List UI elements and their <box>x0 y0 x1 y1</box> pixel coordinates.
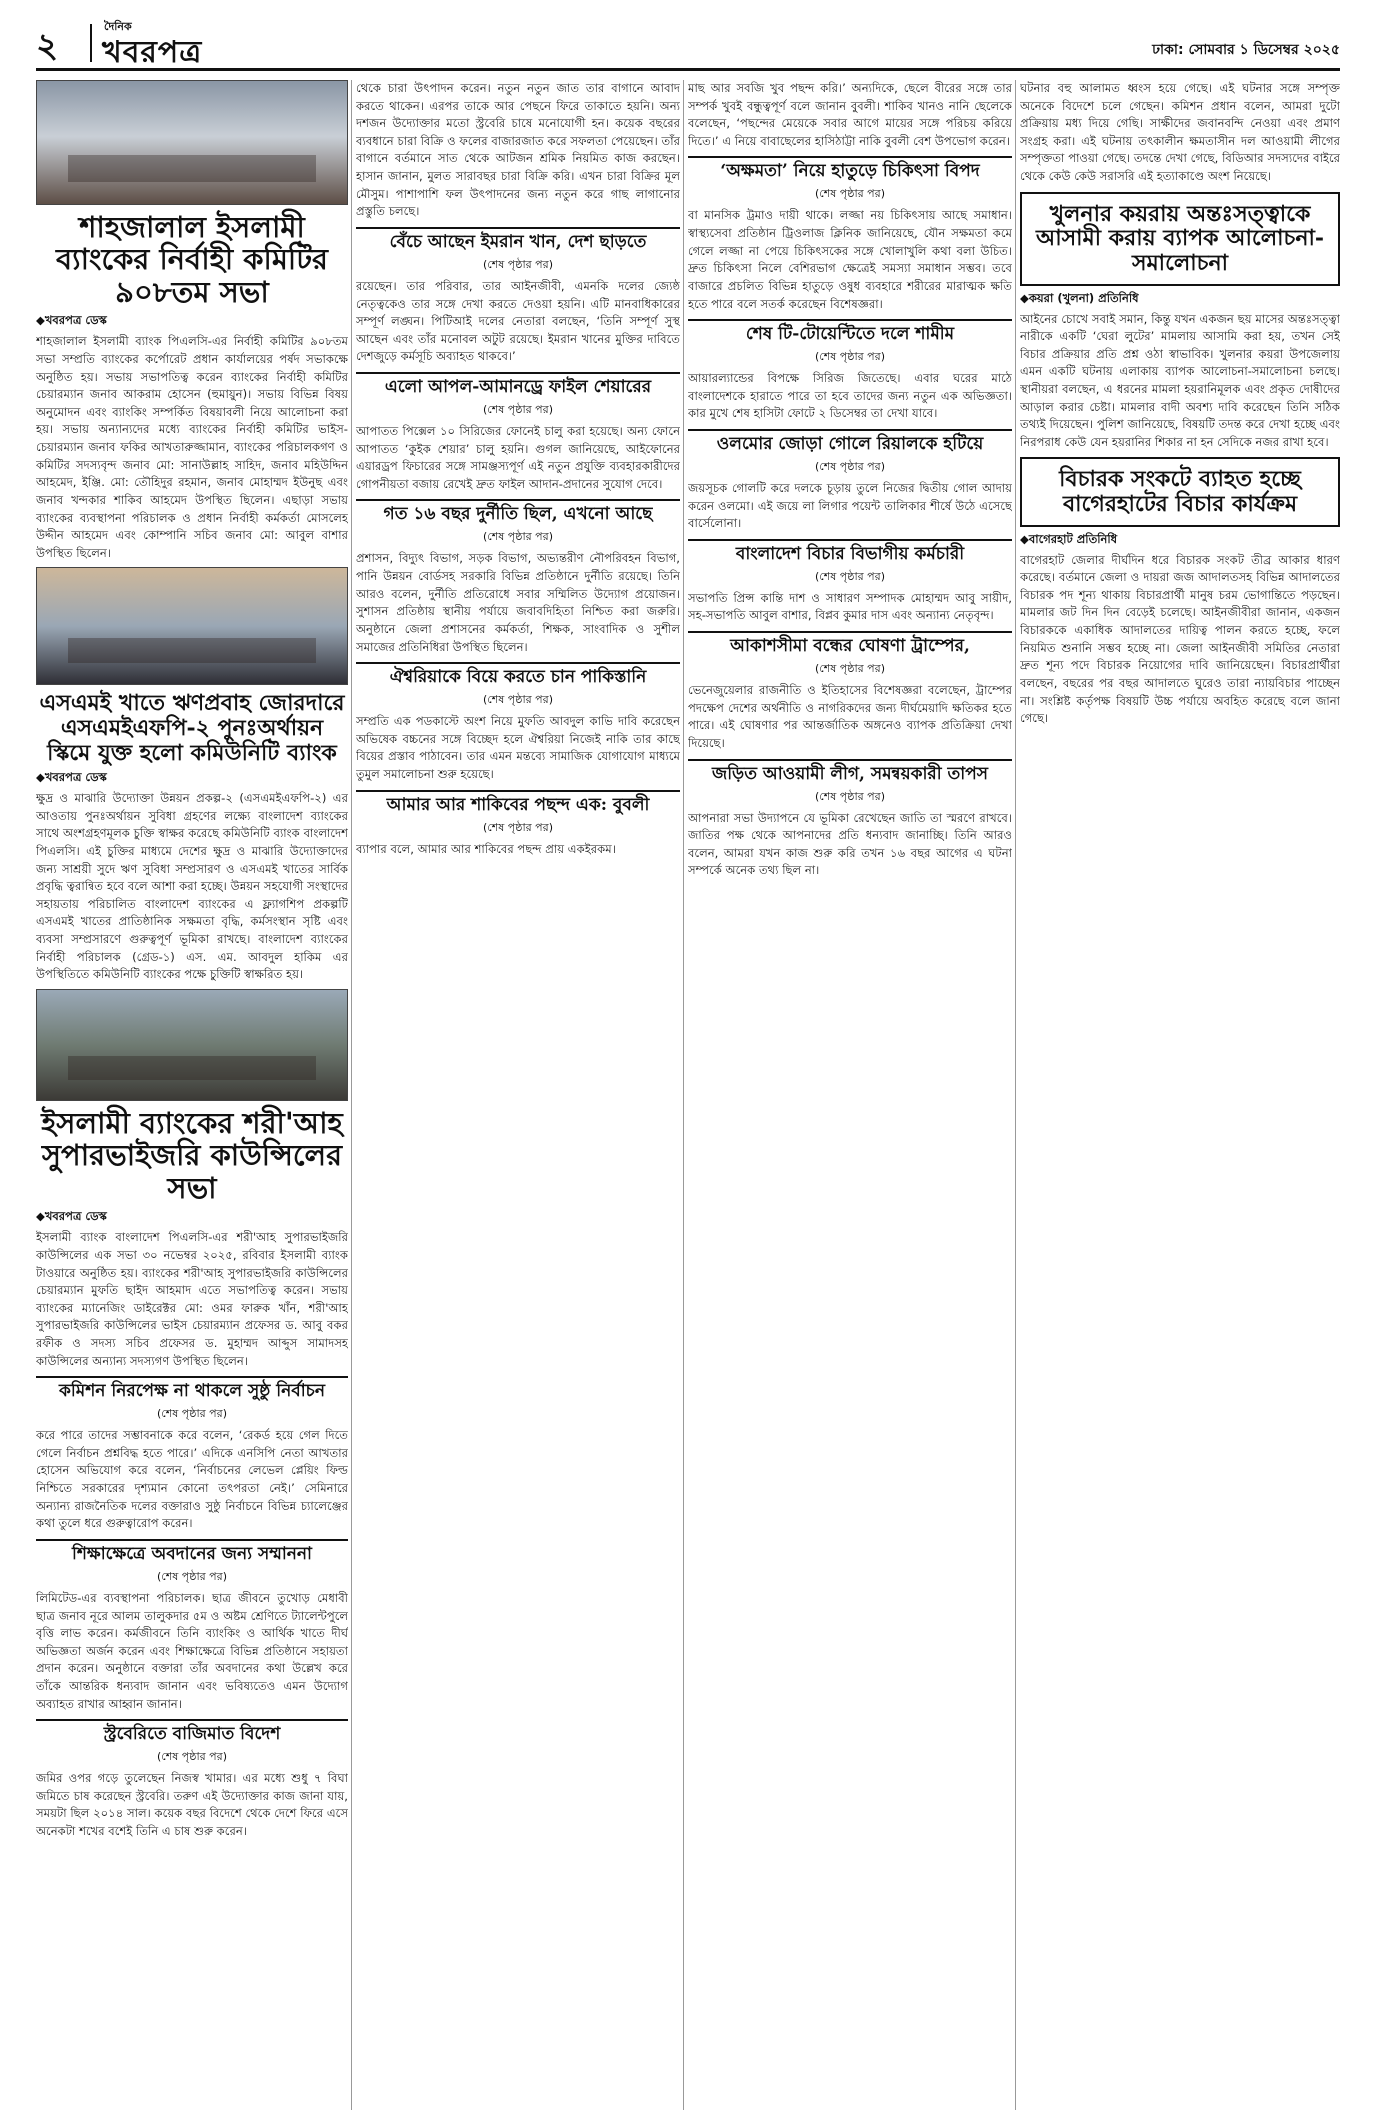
column-1 <box>36 80 348 2110</box>
continuation-note: (শেষ পৃষ্ঠার পর) <box>482 693 553 707</box>
article-body: ভেনেজুয়েলার রাজনীতি ও ইতিহাসের বিশেষজ্ঞরা বলেছেন, ট্রাম্পের পদক্ষেপ দেশের অর্থনীতি ও নাগরিকদের জন্য দীর্ঘমেয়াদি ক্ষতিকর হতে পারে। এই ঘোষণার পর আন্তর্জাতিক অঙ্গনেও ব্যাপক প্রতিক্রিয়া দেখা দিয়েছে। <box>688 683 1012 750</box>
continuation-note: (শেষ পৃষ্ঠার পর) <box>482 530 553 544</box>
article-body: আয়ারল্যান্ডের বিপক্ষে সিরিজ জিতেছে। এবার ঘরের মাঠে বাংলাদেশকে হারাতে পারে তা হবে তাদের জন্য নতুন এক অভিজ্ঞতা। কার মুখে শেষ হাসিটা ফোটে ২ ডিসেম্বর তা দেখা যাবে। <box>688 371 1012 421</box>
continuation-note: (শেষ পৃষ্ঠার পর) <box>814 569 885 583</box>
continuation-note: (শেষ পৃষ্ঠার পর) <box>482 257 553 271</box>
headline-aishwarya: ঐশ্বরিয়াকে বিয়ে করতে চান পাকিস্তানি <box>356 662 680 687</box>
article-body: আইনের চোখে সবাই সমান, কিন্তু যখন একজন ছয় মাসের অন্তঃসত্ত্বা নারীকে একটি ‘ঘেরা লুটের’ মামলায় আসামি করা হয়, তখন সেই বিচার প্রক্রিয়ার প্রতি প্রশ্ন ওঠা স্বাভাবিক। খুলনার কয়রা উপজেলায় এমন একটি ঘটনায় এলাকায় ব্যাপক আলোচনা-সমালোচনা চলছে। স্থানীয়রা বলছেন, এ ধরনের মামলা হয়রানিমূলক এবং প্রকৃত দোষীদের আড়াল করার চেষ্টা। মামলার বাদী অবশ্য দাবি করেছেন তিনি সঠিক তথ্যই দিয়েছেন। পুলিশ জানিয়েছে, বিষয়টি তদন্ত করে দেখা হচ্ছে এবং নিরপরাধ কেউ যেন হয়রানির শিকার না হন সেদিকে নজর রাখা হবে। <box>1020 311 1340 449</box>
byline: ◆ খবরপত্র ডেস্ক <box>36 1208 348 1227</box>
continuation-note: (শেষ পৃষ্ঠার পর) <box>814 187 885 201</box>
article-body: রয়েছেন। তার পরিবার, তার আইনজীবী, এমনকি দলের জ্যেষ্ঠ নেতৃত্বকেও তার সঙ্গে দেখা করতে দেওয়া হয়নি। এটি মানবাধিকারের সম্পূর্ণ লঙ্ঘন। পিটিআই দলের নেতারা বলছেন, ‘তিনি সম্পূর্ণ সুস্থ আছেন এবং তাঁর মনোবল অটুট রয়েছে। ইমরান খানের মুক্তির দাবিতে দেশজুড়ে কর্মসূচি অব্যাহত থাকবে।’ <box>356 278 680 364</box>
byline: ◆ বাগেরহাট প্রতিনিধি <box>1020 531 1340 550</box>
article-body: মাছ আর সবজি খুব পছন্দ করি।’ অন্যদিকে, ছেলে বীরের সঙ্গে তার সম্পর্ক খুবই বন্ধুত্বপূর্ণ বলে জানান বুবলী। শাকিব খানও নানি ছেলেকে বলেছেন, ‘পছন্দের মেয়েকে সবার আগে মায়ের সঙ্গে পরিচয় করিয়ে দিতে।’ এ নিয়ে বাবাছেলের হাসিঠাট্টা নাকি বুবলী বেশ উপভোগ করেন। <box>688 81 1012 148</box>
masthead-divider <box>90 24 92 62</box>
photo-shahjalal-meeting <box>36 80 348 205</box>
column-4 <box>1020 80 1340 2110</box>
article-body: জমির ওপর গড়ে তুলেছেন নিজস্ব খামার। এর মধ্যে শুধু ৭ বিঘা জমিতে চাষ করেছেন স্ট্রবেরি। তরুণ এই উদ্যোক্তার কাজ জানা যায়, সময়টা ছিল ২০১৪ সাল। কয়েক বছর বিদেশে থেকে দেশে ফিরে এসে অনেকটা শখের বশেই তিনি এ চাষ শুরু করেন। <box>36 1771 348 1839</box>
headline-shahjalal: শাহজালাল ইসলামী ব্যাংকের নির্বাহী কমিটির ৯০৮তম সভা <box>56 210 328 309</box>
headline-islami-bank: ইসলামী ব্যাংকের শরী'আহ সুপারভাইজরি কাউন্সিলের সভা <box>41 1105 343 1205</box>
article-body: সভাপতি প্রিন্স কান্তি দাশ ও সাধারণ সম্পাদক মোহাম্মদ আবু সায়ীদ, সহ-সভাপতি আবুল বাশার, বিপ্লব কুমার দাস এবং অন্যান্য নেতৃবৃন্দ। <box>688 590 1012 623</box>
article-body: আপনারা সভা উদ্যাপনে যে ভূমিকা রেখেছেন জাতি তা স্মরণে রাখবে। জাতির পক্ষ থেকে আপনাদের প্রতি ধন্যবাদ জানাচ্ছি। তিনি আরও বলেন, আমরা যখন কাজ শুরু করি তখন ১৬ বছর আগের এ ঘটনা সম্পর্কে অনেক তথ্য ছিল না। <box>688 810 1012 878</box>
headline-quack-treatment: ‘অক্ষমতা’ নিয়ে হাতুড়ে চিকিৎসা বিপদ <box>688 156 1012 181</box>
byline: ◆ কয়রা (খুলনা) প্রতিনিধি <box>1020 290 1340 309</box>
headline-koyra-pregnant-accused: খুলনার কয়রায় অন্তঃসত্ত্বাকে আসামী করায় ব্যাপক আলোচনা-সমালোচনা <box>1020 192 1340 286</box>
headline-bubly: আমার আর শাকিবের পছন্দ এক: বুবলী <box>356 790 680 815</box>
headline-education-award: শিক্ষাক্ষেত্রে অবদানের জন্য সম্মাননা <box>36 1539 348 1564</box>
continuation-note: (শেষ পৃষ্ঠার পর) <box>814 789 885 803</box>
photo-islami-bank-council <box>36 989 348 1101</box>
continuation-note: (শেষ পৃষ্ঠার পর) <box>814 662 885 676</box>
masthead-daily-label: দৈনিক <box>104 20 132 33</box>
newspaper-name: খবরপত্র <box>102 35 203 70</box>
article-body: ইসলামী ব্যাংক বাংলাদেশ পিএলসি-এর শরী'আহ সুপারভাইজরি কাউন্সিলের এক সভা ৩০ নভেম্বর ২০২৫, রবিবার ইসলামী ব্যাংক টাওয়ারে অনুষ্ঠিত হয়। ব্যাংকের শরী'আহ সুপারভাইজরি কাউন্সিলের চেয়ারম্যান মুফতি ছাইদ আহমাদ এতে সভাপতিত্ব করেন। সভায় ব্যাংকের ম্যানেজিং ডাইরেক্টর মো: ওমর ফারুক খাঁন, শরী'আহ সুপারভাইজরি কাউন্সিলের ভাইস চেয়ারম্যান প্রফেসর ড. আবু বকর রফীক ও সদস্য সচিব প্রফেসর ড. মুহাম্মদ আব্দুস সামাদসহ কাউন্সিলের অন্যান্য সদস্যগণ উপস্থিত ছিলেন। <box>36 1230 348 1368</box>
article-body: শাহজালাল ইসলামী ব্যাংক পিএলসি-এর নির্বাহী কমিটির ৯০৮তম সভা সম্প্রতি ব্যাংকের কর্পোরেট প্রধান কার্যালয়ের পর্ষদ সভাকক্ষে অনুষ্ঠিত হয়। সভায় সভাপতিত্ব করেন ব্যাংকের নির্বাহী কমিটির চেয়ারম্যান জনাব আকরাম হোসেন (হুমায়ুন)। সভায় বিভিন্ন বিষয় অনুমোদন এবং ব্যাংকিং সম্পর্কিত বিষয়াবলী নিয়ে আলোচনা করা হয়। সভায় অন্যান্যদের মধ্যে ব্যাংকের নির্বাহী কমিটির ভাইস-চেয়ারম্যান জনাব ফকির আখতারুজ্জামান, ব্যাংকের পরিচালকগণ ও কমিটির সদস্যবৃন্দ জনাব মো: সানাউল্লাহ সাহিদ, জনাব মহিউদ্দিন আহমেদ, ইঞ্জি. মো: তৌহিদুর রহমান, জনাব মোহাম্মদ ইউনুছ এবং জনাব খন্দকার শাকিব আহমেদ উপস্থিত ছিলেন। এছাড়া সভায় ব্যাংকের ব্যবস্থাপনা পরিচালক ও প্রধান নির্বাহী কর্মকর্তা মোসলেহ উদ্দীন আহমেদ এবং কোম্পানি সচিব জনাব মো: আবুল বাশার উপস্থিত ছিলেন। <box>36 334 348 560</box>
continuation-note: (শেষ পৃষ্ঠার পর) <box>156 1569 227 1583</box>
continuation-note: (শেষ পৃষ্ঠার পর) <box>814 350 885 364</box>
headline-awami-league-taposh: জড়িত আওয়ামী লীগ, সমন্বয়কারী তাপস <box>688 759 1012 784</box>
headline-shamim-t20: শেষ টি-টোয়েন্টিতে দলে শামীম <box>688 319 1012 344</box>
headline-file-sharing: এলো আপল-আমানড্রে ফাইল শেয়ারের <box>356 372 680 397</box>
article-body: ক্ষুদ্র ও মাঝারি উদ্যোক্তা উন্নয়ন প্রকল্প-২ (এসএমইএফপি-২) এর আওতায় পুনঃঅর্থায়ন সুবিধা গ্রহণের লক্ষ্যে বাংলাদেশ ব্যাংকের সাথে অংশগ্রহণমূলক চুক্তি স্বাক্ষর করেছে কমিউনিটি ব্যাংক বাংলাদেশ পিএলসি। এই চুক্তির মাধ্যমে দেশের ক্ষুদ্র ও মাঝারি উদ্যোক্তাদের জন্য সাশ্রয়ী সুদে ঋণ সুবিধা সম্প্রসারণ ও এসএমই খাতের সার্বিক প্রবৃদ্ধি ত্বরান্বিত হবে বলে আশা করা হচ্ছে। উন্নয়ন সহযোগী সংস্থাদের সহায়তায় পরিচালিত বাংলাদেশ ব্যাংকের এ ফ্ল্যাগশিপ প্রকল্পটি এসএমই খাতের প্রাতিষ্ঠানিক সক্ষমতা বৃদ্ধি, কর্মসংস্থান সৃষ্টি এবং ব্যবসা সম্প্রসারণে গুরুত্বপূর্ণ ভূমিকা রাখছে। বাংলাদেশ ব্যাংকের নির্বাহী পরিচালক (গ্রেড-১) এস. এম. আবদুল হাকিম এর উপস্থিতিতে কমিউনিটি ব্যাংকের পক্ষে চুক্তিটি স্বাক্ষরিত হয়। <box>36 791 348 982</box>
continuation-note: (শেষ পৃষ্ঠার পর) <box>156 1750 227 1764</box>
article-body: প্রশাসন, বিদ্যুৎ বিভাগ, সড়ক বিভাগ, অভ্যন্তরীণ নৌপরিবহন বিভাগ, পানি উন্নয়ন বোর্ডসহ সরকারি বিভিন্ন প্রতিষ্ঠানে দুর্নীতি রয়েছে। তিনি আরও বলেন, দুর্নীতি প্রতিরোধে সবার সম্মিলিত উদ্যোগ প্রয়োজন। সুশাসন প্রতিষ্ঠায় স্থানীয় পর্যায়ে জবাবদিহিতা নিশ্চিত করা জরুরি। অনুষ্ঠানে জেলা প্রশাসনের কর্মকর্তা, শিক্ষক, সাংবাদিক ও সুশীল সমাজের প্রতিনিধিরা উপস্থিত ছিলেন। <box>356 551 680 654</box>
page-number: ২ <box>36 26 59 66</box>
headline-strawberry: স্ট্রবেরিতে বাজিমাত বিদেশ <box>36 1719 348 1744</box>
continuation-note: (শেষ পৃষ্ঠার পর) <box>814 460 885 474</box>
headline-imran-khan: বেঁচে আছেন ইমরান খান, দেশ ছাড়তে <box>356 227 680 252</box>
masthead <box>36 18 1340 71</box>
photo-community-bank-signing <box>36 567 348 685</box>
continuation-note: (শেষ পৃষ্ঠার পর) <box>482 820 553 834</box>
headline-bagerhat-judge-crisis: বিচারক সংকটে ব্যাহত হচ্ছে বাগেরহাটের বিচার কার্যক্রম <box>1020 457 1340 526</box>
headline-election-commission: কমিশন নিরপেক্ষ না থাকলে সুষ্ঠু নির্বাচন <box>36 1376 348 1401</box>
article-body: সম্প্রতি এক পডকাস্টে অংশ নিয়ে মুফতি আবদুল কাভি দাবি করেছেন অভিষেক বচ্চনের সঙ্গে বিচ্ছেদ হলে ঐশ্বরিয়া নিজেই নাকি তার কাছে বিয়ের প্রস্তাব পাঠাবেন। তার এমন মন্তব্যে সামাজিক যোগাযোগ মাধ্যমে তুমুল সমালোচনা শুরু হয়েছে। <box>356 714 680 781</box>
headline-airspace-trump: আকাশসীমা বন্ধের ঘোষণা ট্রাম্পের, <box>688 631 1012 656</box>
article-body: লিমিটেড-এর ব্যবস্থাপনা পরিচালক। ছাত্র জীবনে তুখোড় মেধাবী ছাত্র জনাব নূরে আলম তালুকদার ৫ম ও অষ্টম শ্রেণিতে ট্যালেন্টপুলে বৃত্তি লাভ করেন। কর্মজীবনে তিনি ব্যাংকিং ও আর্থিক খাতে দীর্ঘ অভিজ্ঞতা অর্জন করেন এবং শিক্ষাক্ষেত্রে বিভিন্ন প্রতিষ্ঠানে সহায়তা প্রদান করেন। অনুষ্ঠানে বক্তারা তাঁর অবদানের কথা উল্লেখ করে তাঁকে আন্তরিক ধন্যবাদ জানান এবং ভবিষ্যতেও এমন উদ্যোগ অব্যাহত রাখার আহ্বান জানান। <box>36 1590 348 1711</box>
column-divider <box>351 80 352 2110</box>
byline: ◆ খবরপত্র ডেস্ক <box>36 769 348 788</box>
headline-judicial-employees: বাংলাদেশ বিচার বিভাগীয় কর্মচারী <box>688 539 1012 564</box>
headline-corruption: গত ১৬ বছর দুর্নীতি ছিল, এখনো আছে <box>356 499 680 524</box>
article-body: জয়সূচক গোলটি করে দলকে চূড়ায় তুলে নিজের দ্বিতীয় গোল আদায় করেন ওলমো। এই জয়ে লা লিগার পয়েন্ট তালিকার শীর্ষে উঠে এসেছে বার্সেলোনা। <box>688 481 1012 531</box>
article-body: করে পারে তাদের সম্ভাবনাকে করে বলেন, ‘রেকর্ড হয়ে গেল দিতে গেলে নির্বাচন প্রশ্নবিদ্ধ হতে পারে।’ এদিকে এনসিপি নেতা আখতার হোসেন অভিযোগ করে বলেন, ‘নির্বাচনের লেভেল প্লেয়িং ফিল্ড নিশ্চিতে সরকারের দৃশ্যমান কোনো তৎপরতা নেই।’ সেমিনারে অন্যান্য রাজনৈতিক দলের বক্তারাও সুষ্ঠু নির্বাচনে বিভিন্ন চ্যালেঞ্জের কথা তুলে ধরে গুরুত্বারোপ করেন। <box>36 1428 348 1531</box>
dateline: ঢাকা: সোমবার ১ ডিসেম্বর ২০২৫ <box>1152 42 1340 58</box>
article-body: ব্যাপার বলে, আমার আর শাকিবের পছন্দ প্রায় একইরকম। <box>356 841 616 856</box>
article-body: আপাতত পিক্সেল ১০ সিরিজের ফোনেই চালু করা হয়েছে। অন্য ফোনে আপাতত ‘কুইক শেয়ার’ চালু হয়নি। গুগল জানিয়েছে, আইফোনের এয়ারড্রপ ফিচারের সঙ্গে সামঞ্জস্যপূর্ণ এই নতুন প্রযুক্তি ব্যবহারকারীদের গোপনীয়তা বজায় রেখেই দ্রুত ফাইল আদান-প্রদানের সুযোগ দেবে। <box>356 423 680 491</box>
column-divider <box>683 80 684 2110</box>
column-3 <box>688 80 1012 2110</box>
column-2 <box>356 80 680 2110</box>
continuation-note: (শেষ পৃষ্ঠার পর) <box>156 1407 227 1421</box>
article-body: ঘটনার বহু আলামত ধ্বংস হয়ে গেছে। এই ঘটনার সঙ্গে সম্পৃক্ত অনেকে বিদেশে চলে গেছেন। কমিশন প্রধান বলেন, আমরা দুটো প্রক্রিয়ায় মধ্য দিয়ে গেছি। সাক্ষীদের জবানবন্দি নেওয়া এবং প্রমাণ সংগ্রহ করা। এই ঘটনায় তৎকালীন ক্ষমতাসীন দল আওয়ামী লীগের সম্পৃক্ততা পাওয়া গেছে। তদন্তে দেখা গেছে, বিডিআর সদস্যদের বাইরে থেকে কেউ কেউ সরাসরি এই হত্যাকাণ্ডে অংশ নিয়েছে। <box>1020 81 1340 184</box>
article-body: থেকে চারা উৎপাদন করেন। নতুন নতুন জাত তার বাগানে আবাদ করতে থাকেন। এরপর তাকে আর পেছনে ফিরে তাকাতে হয়নি। অন্য দশজন উদ্যোক্তার মতো স্ট্রবেরি চাষে মনোযোগী হন। কয়েক বছরের ব্যবধানে চারা বিক্রি ও ফলের বাজারজাত করে সফলতা পেয়েছেন। তাঁর বাগানে বর্তমানে সাত থেকে আটজন শ্রমিক নিয়মিত কাজ করছেন। হাসান জানান, মুলত সারাবছর চারা বিক্রি করি। এখন চারা বিক্রির মূল মৌসুম। পাশাপাশি ফল উৎপাদনের জন্য নতুন করে গাছ লাগানোর প্রস্তুতি চলছে। <box>356 81 680 219</box>
continuation-note: (শেষ পৃষ্ঠার পর) <box>482 402 553 416</box>
article-body: বাগেরহাট জেলার দীর্ঘদিন ধরে বিচারক সংকট তীব্র আকার ধারণ করেছে। বর্তমানে জেলা ও দায়রা জজ আদালতসহ বিভিন্ন আদালতের বিচারক পদ শূন্য থাকায় বিচারপ্রার্থী মানুষ চরম ভোগান্তিতে পড়ছেন। মামলার জট দিন দিন বেড়েই চলেছে। আইনজীবীরা জানান, একজন বিচারককে একাধিক আদালতের দায়িত্ব পালন করতে হচ্ছে, ফলে নিয়মিত শুনানি সম্ভব হচ্ছে না। জেলা আইনজীবী সমিতির নেতারা দ্রুত শূন্য পদে বিচারক নিয়োগের দাবি জানিয়েছেন। বিচারপ্রার্থীরা বলছেন, বছরের পর বছর আদালতে ঘুরেও তারা ন্যায়বিচার পাচ্ছেন না। সংশ্লিষ্ট কর্তৃপক্ষ বিষয়টি উচ্চ পর্যায়ে অবহিত করেছে বলে জানা গেছে। <box>1020 552 1340 726</box>
byline: ◆ খবরপত্র ডেস্ক <box>36 312 348 331</box>
headline-community-bank: এসএমই খাতে ঋণপ্রবাহ জোরদারে এসএমইএফপি-২ পুনঃঅর্থায়ন স্কিমে যুক্ত হলো কমিউনিটি ব্যাংক <box>39 690 345 766</box>
headline-olmo-goals: ওলমোর জোড়া গোলে রিয়ালকে হটিয়ে <box>688 429 1012 454</box>
column-divider <box>1015 80 1016 2110</box>
article-body: বা মানসিক ট্রমাও দায়ী থাকে। লজ্জা নয় চিকিৎসায় আছে সমাধান। স্বাস্থ্যসেবা প্রতিষ্ঠান ট্রিওলাজ ক্লিনিক জানিয়েছে, যৌন সক্ষমতা কমে গেলে লজ্জা না পেয়ে চিকিৎসকের সঙ্গে খোলাখুলি কথা বলা উচিত। দ্রুত চিকিৎসা নিলে বেশিরভাগ ক্ষেত্রেই সমস্যা সমাধান সম্ভব। তবে বাজারে প্রচলিত বিভিন্ন হাতুড়ে ওষুধ ব্যবহারে শরীরের মারাত্মক ক্ষতি হতে পারে বলে সতর্ক করেছেন বিশেষজ্ঞরা। <box>688 208 1012 311</box>
